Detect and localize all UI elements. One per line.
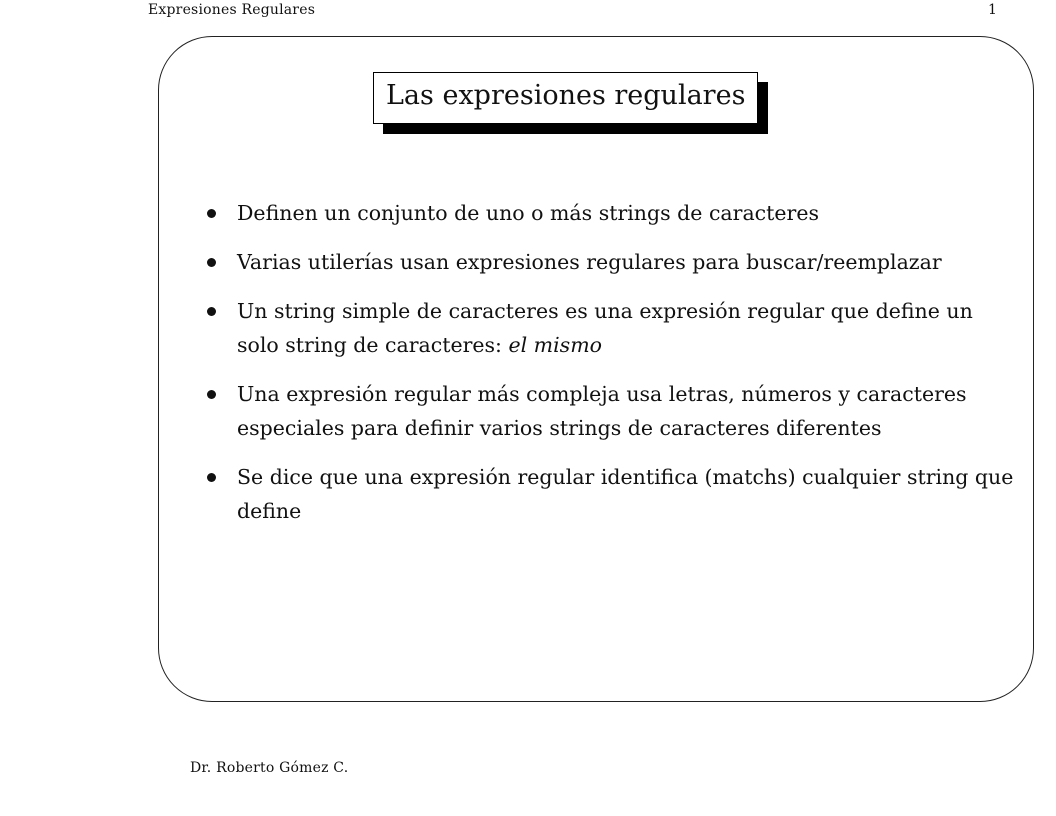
bullet-icon	[207, 209, 216, 218]
bullet-list	[207, 196, 1017, 543]
bullet-icon	[207, 473, 216, 482]
bullet-text: Un string simple de caracteres es una expresión regular que define un solo string de caracteres:	[237, 299, 973, 357]
bullet-icon	[207, 258, 216, 267]
bullet-text: Varias utilerías usan expresiones regulares para buscar/reemplazar	[237, 250, 942, 274]
running-head-title: Expresiones Regulares	[148, 2, 316, 18]
footer-author: Dr. Roberto Gómez C.	[190, 760, 349, 776]
list-item	[207, 460, 1017, 528]
list-item	[207, 245, 1017, 279]
bullet-emphasis: el mismo	[508, 333, 602, 357]
bullet-icon	[207, 390, 216, 399]
bullet-text: Definen un conjunto de uno o más strings de caracteres	[237, 201, 819, 225]
list-item	[207, 377, 1017, 445]
page-number: 1	[988, 2, 997, 18]
bullet-icon	[207, 307, 216, 316]
list-item	[207, 294, 1017, 362]
bullet-text: Se dice que una expresión regular identifica (matchs) cualquier string que define	[237, 465, 1014, 523]
slide-title-box	[373, 72, 758, 124]
list-item	[207, 196, 1017, 230]
slide-title: Las expresiones regulares	[373, 72, 758, 124]
bullet-text: Una expresión regular más compleja usa letras, números y caracteres especiales para definir varios strings de caracteres diferentes	[237, 382, 967, 440]
